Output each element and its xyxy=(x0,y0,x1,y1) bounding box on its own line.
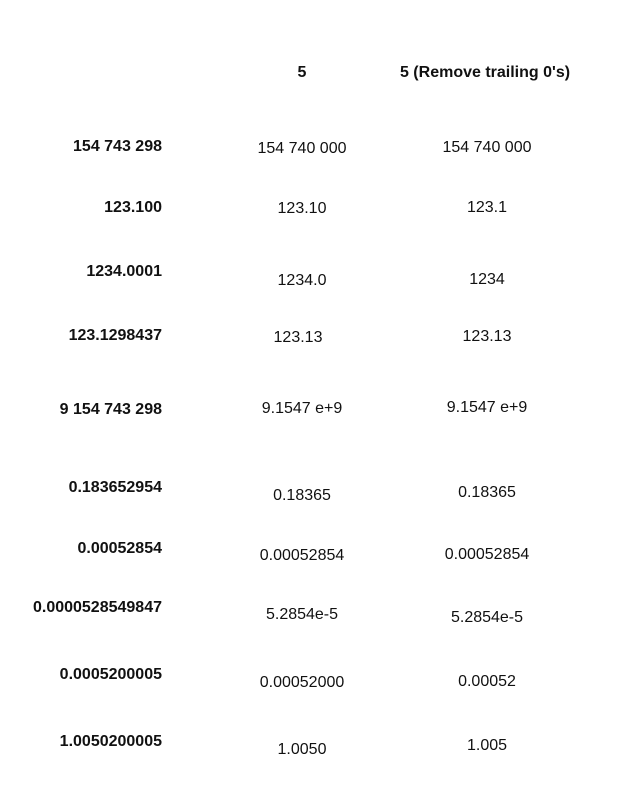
input-value: 9 154 743 298 xyxy=(59,401,162,418)
sig5-trim-value: 1.005 xyxy=(466,737,508,754)
input-value: 0.0000528549847 xyxy=(32,599,162,616)
header-sig5-trim: 5 (Remove trailing 0's) xyxy=(399,64,571,81)
sig5-value: 0.18365 xyxy=(273,487,331,504)
sig5-trim-value: 0.00052854 xyxy=(444,546,530,563)
input-value: 154 743 298 xyxy=(73,138,162,155)
input-value: 123.100 xyxy=(104,199,162,216)
sig5-trim-value: 123.13 xyxy=(462,328,512,345)
sig5-trim-value: 5.2854e-5 xyxy=(450,609,524,626)
sig5-value: 5.2854e-5 xyxy=(265,606,339,623)
input-value: 123.1298437 xyxy=(68,327,162,344)
sig5-value: 154 740 000 xyxy=(257,140,347,157)
sig5-value: 123.13 xyxy=(273,329,323,346)
sig5-value: 1234.0 xyxy=(277,272,327,289)
sig5-trim-value: 154 740 000 xyxy=(442,139,532,156)
sig5-trim-value: 9.1547 e+9 xyxy=(446,399,528,416)
input-value: 0.00052854 xyxy=(77,540,162,557)
sig5-value: 0.00052854 xyxy=(259,547,345,564)
sig5-value: 0.00052000 xyxy=(259,674,345,691)
header-sig5: 5 xyxy=(297,64,307,81)
sig5-trim-value: 0.18365 xyxy=(458,484,516,501)
sig5-value: 9.1547 e+9 xyxy=(261,400,343,417)
sig5-value: 1.0050 xyxy=(277,741,327,758)
input-value: 1.0050200005 xyxy=(59,733,162,750)
input-value: 1234.0001 xyxy=(86,263,162,280)
sig5-trim-value: 0.00052 xyxy=(458,673,516,690)
input-value: 0.183652954 xyxy=(68,479,162,496)
input-value: 0.0005200005 xyxy=(59,666,162,683)
sig5-value: 123.10 xyxy=(277,200,327,217)
sig5-trim-value: 1234 xyxy=(469,271,505,288)
sig5-trim-value: 123.1 xyxy=(466,199,508,216)
